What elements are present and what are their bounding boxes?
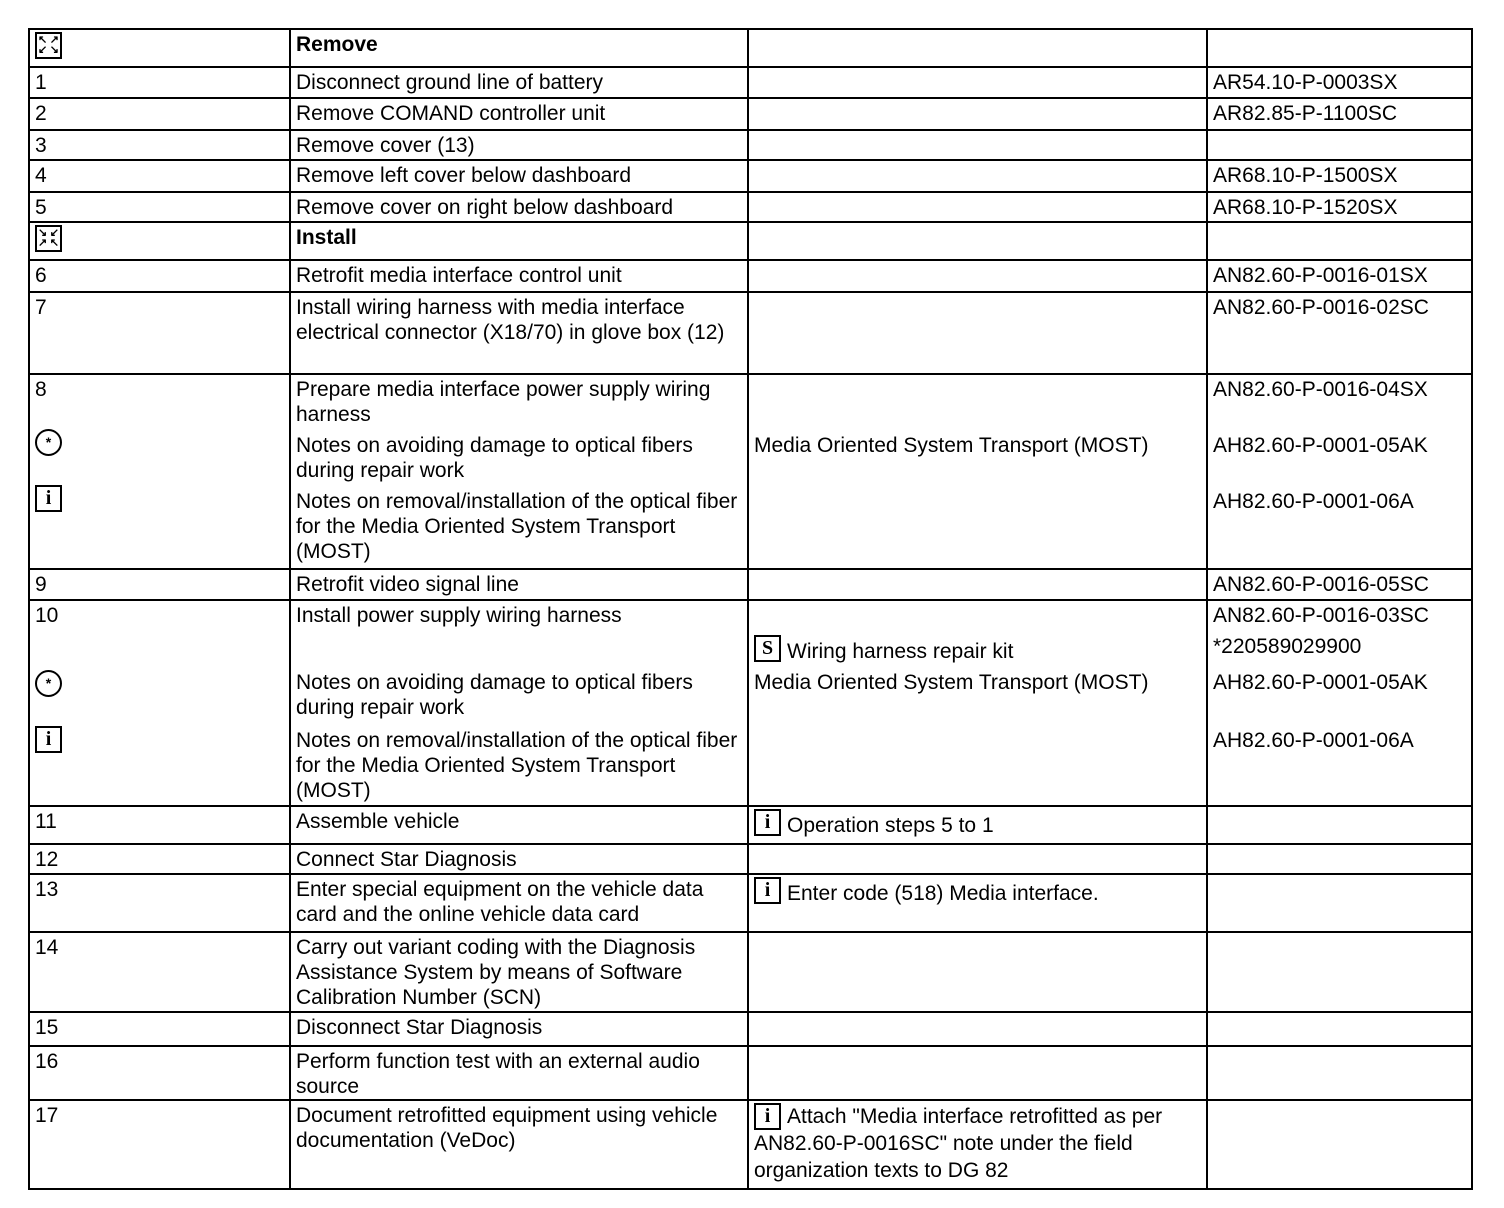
step-info: Operation steps 5 to 1	[787, 814, 994, 837]
tool-part-number: *220589029900	[1213, 635, 1362, 658]
table-row	[29, 67, 1472, 98]
step-description: Carry out variant coding with the Diagnosis Assistance System by means of Software Calibration Number (SCN)	[290, 932, 748, 1012]
install-section-icon: ↘ ↙ ↗ ↖	[35, 225, 62, 252]
step-reference: AN82.60-P-0016-04SX	[1213, 378, 1428, 401]
table-row	[29, 160, 1472, 192]
step-number: 1	[29, 67, 290, 98]
step-number: 17	[29, 1100, 290, 1189]
step-number: 12	[29, 844, 290, 874]
step-number: 8	[35, 378, 47, 401]
step-info: Enter code (518) Media interface.	[787, 882, 1099, 905]
note-reference: AH82.60-P-0001-06A	[1213, 490, 1414, 513]
table-row	[29, 1012, 1472, 1046]
table-row	[29, 98, 1472, 130]
optical-fiber-warning-icon: *	[35, 670, 62, 697]
step-description: Enter special equipment on the vehicle data card and the online vehicle data card	[290, 874, 748, 932]
table-row	[29, 1100, 1472, 1189]
step-description: Disconnect Star Diagnosis	[290, 1012, 748, 1046]
note-description: Notes on avoiding damage to optical fibers during repair work	[296, 671, 693, 719]
table-row	[29, 844, 1472, 874]
table-row	[29, 192, 1472, 222]
step-reference: AN82.60-P-0016-02SC	[1207, 292, 1472, 374]
table-row	[29, 569, 1472, 600]
note-reference: AH82.60-P-0001-05AK	[1213, 671, 1428, 694]
optical-fiber-warning-icon: *	[35, 429, 62, 456]
step-description: Disconnect ground line of battery	[290, 67, 748, 98]
step-number: 5	[29, 192, 290, 222]
section-row-remove	[29, 29, 1472, 67]
step-description: Remove cover (13)	[290, 130, 748, 160]
section-title-install: Install	[290, 222, 748, 260]
step-description: Retrofit media interface control unit	[290, 260, 748, 292]
special-tool-icon: S	[754, 635, 781, 662]
section-row-install	[29, 222, 1472, 260]
step-description: Connect Star Diagnosis	[290, 844, 748, 874]
remove-section-icon: ↖ ↗ ↙ ↘	[35, 32, 62, 59]
step-reference: AR68.10-P-1500SX	[1207, 160, 1472, 192]
step-description: Retrofit video signal line	[290, 569, 748, 600]
info-icon: i	[35, 726, 62, 753]
note-info: Media Oriented System Transport (MOST)	[754, 434, 1149, 457]
step-reference: AR68.10-P-1520SX	[1207, 192, 1472, 222]
note-description: Notes on removal/installation of the optical fiber for the Media Oriented System Transport (MOST)	[296, 729, 738, 802]
step-description: Remove left cover below dashboard	[290, 160, 748, 192]
note-description: Notes on removal/installation of the optical fiber for the Media Oriented System Transport (MOST)	[296, 490, 738, 563]
table-row	[29, 292, 1472, 374]
step-number: 16	[29, 1046, 290, 1100]
table-row	[29, 130, 1472, 160]
step-number: 3	[29, 130, 290, 160]
step-number: 9	[29, 569, 290, 600]
step-number: 11	[29, 806, 290, 844]
table-row	[29, 806, 1472, 844]
note-description: Notes on avoiding damage to optical fibers during repair work	[296, 434, 693, 482]
step-description: Prepare media interface power supply wiring harness	[296, 378, 711, 426]
step-number: 14	[29, 932, 290, 1012]
info-icon: i	[754, 809, 781, 836]
table-row	[29, 374, 1472, 569]
step-reference: AN82.60-P-0016-05SC	[1207, 569, 1472, 600]
step-description: Remove cover on right below dashboard	[290, 192, 748, 222]
step-number: 10	[35, 604, 59, 627]
table-row	[29, 260, 1472, 292]
table-row	[29, 932, 1472, 1012]
tool-name: Wiring harness repair kit	[787, 640, 1014, 663]
step-number: 7	[29, 292, 290, 374]
table-row	[29, 1046, 1472, 1100]
step-reference: AR82.85-P-1100SC	[1207, 98, 1472, 130]
note-reference: AH82.60-P-0001-06A	[1213, 729, 1414, 752]
step-description: Install wiring harness with media interface electrical connector (X18/70) in glove box (12)	[290, 292, 748, 374]
procedure-table	[28, 28, 1473, 1190]
info-icon: i	[35, 485, 62, 512]
step-number: 4	[29, 160, 290, 192]
step-number: 15	[29, 1012, 290, 1046]
info-icon: i	[754, 877, 781, 904]
note-info: Media Oriented System Transport (MOST)	[754, 671, 1149, 694]
step-description: Perform function test with an external audio source	[290, 1046, 748, 1100]
step-number: 13	[29, 874, 290, 932]
step-description: Install power supply wiring harness	[296, 604, 622, 627]
step-reference: AN82.60-P-0016-03SC	[1213, 604, 1429, 627]
step-description: Assemble vehicle	[290, 806, 748, 844]
step-reference: AR54.10-P-0003SX	[1207, 67, 1472, 98]
step-description: Remove COMAND controller unit	[290, 98, 748, 130]
step-description: Document retrofitted equipment using vehicle documentation (VeDoc)	[290, 1100, 748, 1189]
info-icon: i	[754, 1103, 781, 1130]
step-reference: AN82.60-P-0016-01SX	[1207, 260, 1472, 292]
section-title-remove: Remove	[290, 29, 748, 67]
note-reference: AH82.60-P-0001-05AK	[1213, 434, 1428, 457]
step-number: 2	[29, 98, 290, 130]
step-number: 6	[29, 260, 290, 292]
table-row	[29, 600, 1472, 806]
table-row	[29, 874, 1472, 932]
step-info: Attach "Media interface retrofitted as per AN82.60-P-0016SC" note under the field organization texts to DG 82	[754, 1105, 1163, 1182]
